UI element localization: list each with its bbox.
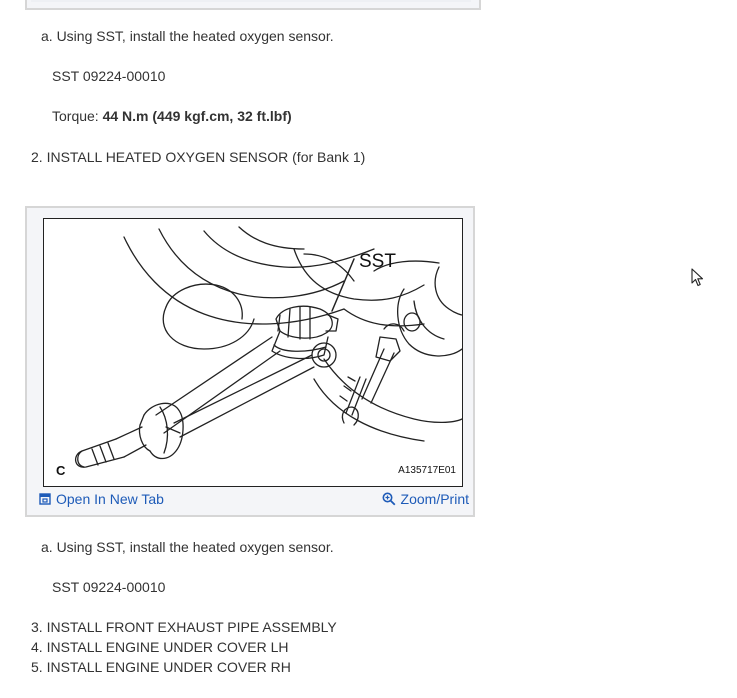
figure-panel <box>25 206 475 517</box>
sensor-install-illustration <box>44 219 462 486</box>
step-item: 4. INSTALL ENGINE UNDER COVER LH <box>31 639 289 655</box>
illustration-code: A135717E01 <box>398 465 456 476</box>
illustration[interactable] <box>43 218 463 487</box>
zoom-print-label: Zoom/Print <box>400 491 469 507</box>
previous-figure-frame <box>25 0 481 10</box>
step2-heading: 2. INSTALL HEATED OXYGEN SENSOR (for Bank 1) <box>31 149 366 165</box>
mouse-pointer-icon <box>691 268 705 288</box>
step-item: 5. INSTALL ENGINE UNDER COVER RH <box>31 659 291 675</box>
step-item: 3. INSTALL FRONT EXHAUST PIPE ASSEMBLY <box>31 619 337 635</box>
step2-sst: SST 09224-00010 <box>52 579 166 595</box>
figure-footer <box>27 489 473 511</box>
zoom-icon <box>382 492 396 506</box>
sst-callout: SST <box>359 251 396 272</box>
zoom-print-link[interactable] <box>382 491 469 507</box>
step1-sst: SST 09224-00010 <box>52 68 166 84</box>
view-letter: C <box>56 463 66 478</box>
step2-instruction: a. Using SST, install the heated oxygen sensor. <box>41 539 334 555</box>
torque-value: 44 N.m (449 kgf.cm, 32 ft.lbf) <box>102 108 292 124</box>
open-tab-icon <box>39 493 51 505</box>
step1-torque <box>52 107 292 125</box>
previous-figure-footer <box>31 0 471 2</box>
open-new-tab-link[interactable] <box>39 491 164 507</box>
open-new-tab-label: Open In New Tab <box>56 491 164 507</box>
step1-instruction: a. Using SST, install the heated oxygen sensor. <box>41 28 334 44</box>
torque-label: Torque: <box>52 108 103 124</box>
